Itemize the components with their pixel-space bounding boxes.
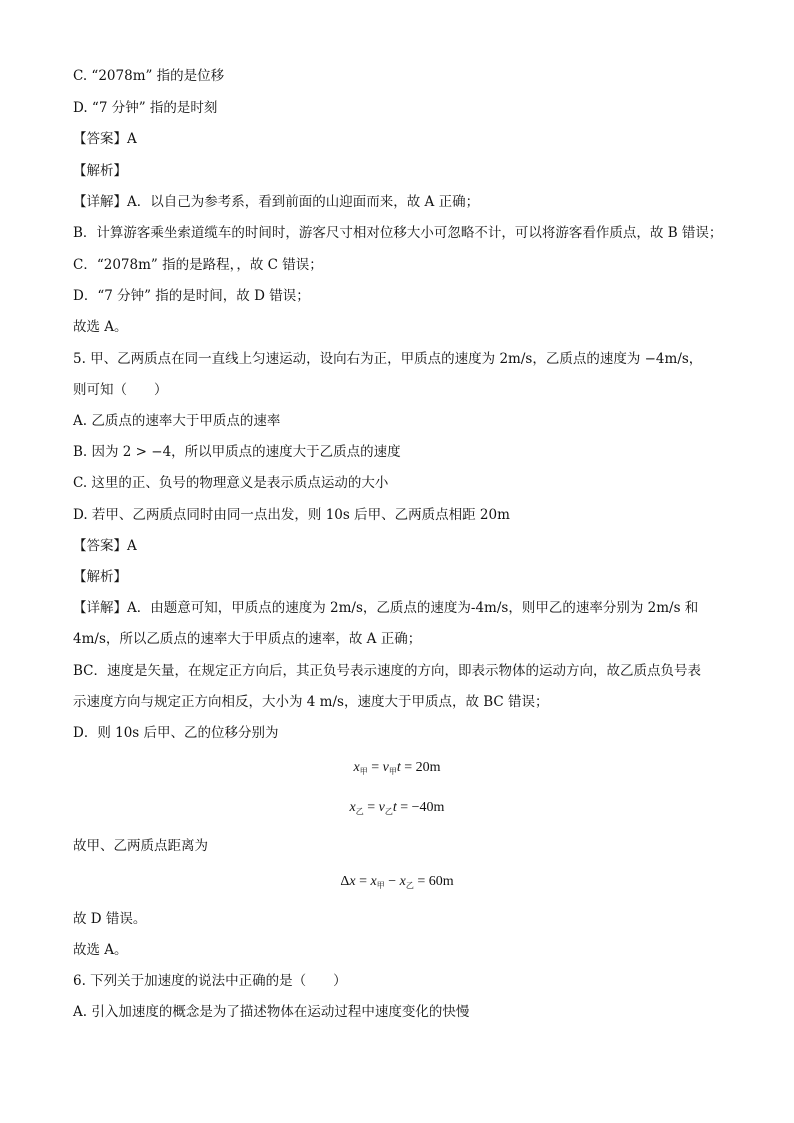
- prev-option-c: C. “2078m” 指的是位移: [73, 68, 225, 84]
- q5-answer: 【答案】A: [73, 538, 137, 554]
- q5-d-wrong: 故 D 错误。: [73, 911, 147, 927]
- q5-option-a: A. 乙质点的速率大于甲质点的速率: [73, 413, 281, 429]
- formula3-x1-sub: 甲: [376, 881, 385, 890]
- q5-detail-bc-line2: 示速度方向与规定正方向相反，大小为 4 m/s，速度大于甲质点，故 BC 错误；: [73, 694, 549, 710]
- q5-distance-intro: 故甲、乙两质点距离为: [73, 838, 208, 854]
- prev-detail-a: 【详解】A．以自己为参考系，看到前面的山迎面而来，故 A 正确；: [73, 194, 480, 210]
- formula3-eq: =: [355, 874, 371, 889]
- prev-option-d: D. “7 分钟” 指的是时刻: [73, 100, 218, 116]
- formula3-x2-sub: 乙: [405, 881, 414, 890]
- formula2-eq: =: [363, 800, 379, 815]
- q5-detail-d: D．则 10s 后甲、乙的位移分别为: [73, 725, 279, 741]
- formula1-v: v: [382, 760, 389, 775]
- prev-detail-d: D．“7 分钟” 指的是时间，故 D 错误；: [73, 288, 310, 304]
- formula2-result: = −40m: [396, 800, 445, 815]
- q6-stem: 6. 下列关于加速度的说法中正确的是（ ）: [73, 973, 347, 989]
- formula2-x: x: [349, 800, 356, 815]
- formula-displacement-yi: [0, 799, 794, 821]
- prev-detail-c: C．“2078m” 指的是路程，，故 C 错误；: [73, 257, 323, 273]
- q5-option-b: B. 因为 2 > −4，所以甲质点的速度大于乙质点的速度: [73, 444, 401, 460]
- q5-option-c: C. 这里的正、负号的物理意义是表示质点运动的大小: [73, 475, 389, 491]
- formula2-x-sub: 乙: [355, 807, 364, 816]
- formula3-result: = 60m: [413, 874, 454, 889]
- q5-detail-bc-line1: BC．速度是矢量，在规定正方向后，其正负号表示速度的方向，即表示物体的运动方向，故乙质点负号表: [73, 663, 701, 679]
- formula3-delta: Δ: [340, 874, 350, 889]
- formula1-v-sub: 甲: [388, 767, 397, 776]
- q5-detail-a-line1: 【详解】A．由题意可知，甲质点的速度为 2m/s，乙质点的速度为-4m/s，则甲乙的速率分别为 2m/s 和: [73, 600, 699, 616]
- formula-distance: [0, 873, 794, 895]
- prev-analysis-title: 【解析】: [73, 163, 127, 179]
- formula1-x: x: [353, 760, 360, 775]
- prev-detail-b: B．计算游客乘坐索道缆车的时间时，游客尺寸相对位移大小可忽略不计，可以将游客看作质点，故 B 错误；: [73, 225, 723, 241]
- q5-option-d: D. 若甲、乙两质点同时由同一点出发，则 10s 后甲、乙两质点相距 20m: [73, 507, 510, 523]
- q5-stem-line2: 则可知（ ）: [73, 382, 168, 398]
- formula1-result: = 20m: [400, 760, 441, 775]
- q6-option-a: A. 引入加速度的概念是为了描述物体在运动过程中速度变化的快慢: [73, 1004, 470, 1020]
- formula2-v: v: [378, 800, 385, 815]
- q5-stem-line1: 5. 甲、乙两质点在同一直线上匀速运动，设向右为正，甲质点的速度为 2m/s，乙质点的速度为 −4m/s，: [73, 351, 703, 367]
- formula3-x2: x: [399, 874, 406, 889]
- q5-conclusion: 故选 A。: [73, 942, 128, 958]
- formula1-x-sub: 甲: [359, 767, 368, 776]
- formula3-x: x: [349, 874, 356, 889]
- q5-analysis-title: 【解析】: [73, 569, 127, 585]
- formula2-v-sub: 乙: [384, 807, 393, 816]
- prev-answer: 【答案】A: [73, 131, 137, 147]
- prev-conclusion: 故选 A。: [73, 319, 128, 335]
- formula-displacement-jia: [0, 759, 794, 781]
- q5-detail-a-line2: 4m/s，所以乙质点的速率大于甲质点的速率，故 A 正确；: [73, 631, 422, 647]
- formula1-t: t: [396, 760, 401, 775]
- formula3-minus: −: [384, 874, 400, 889]
- formula3-x1: x: [370, 874, 377, 889]
- formula2-t: t: [392, 800, 397, 815]
- formula1-eq: =: [367, 760, 383, 775]
